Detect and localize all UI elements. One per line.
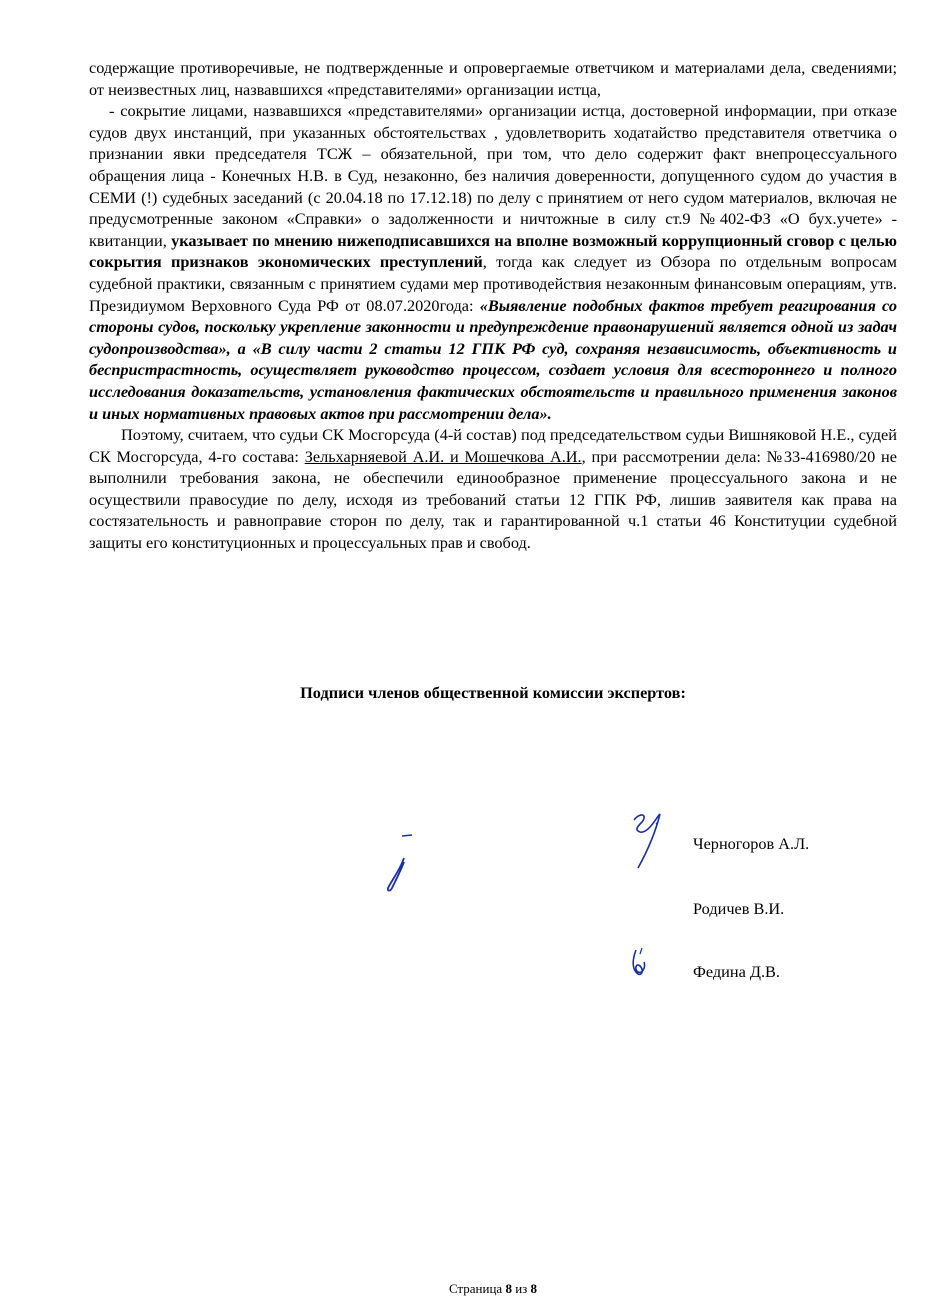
handwritten-signature-3 (626, 944, 656, 984)
text-run: Поэтому, считаем, что судьи СК Мосгорсуда (4-й состав) под председательством судьи Вишняковой Н.Е., судей СК Мосгорсуда, 4-го состава: (89, 425, 897, 466)
document-body (89, 57, 897, 554)
handwritten-signature-1 (378, 830, 418, 896)
page-footer (0, 1281, 930, 1297)
footer-middle: из (511, 1281, 531, 1296)
text-run: Зельхарняевой А.И. и Мошечкова А.И. (304, 446, 582, 466)
text-run: «Выявление подобных фактов требует реагирования со стороны судов, поскольку укрепление законности и предупреждение правонарушений является одной из задач судопроизводства», а «В силу части 2 статьи 12 ГПК РФ суд, сохраняя независимость, объективность и беспристрастность, осуществляет руководство процессом, создает условия для всестороннего и полного исследования доказательств, установления фактических обстоятельств и правильного применения законов и иных нормативных правовых актов при рассмотрении дела». (89, 295, 897, 423)
signer-name-3: Федина Д.В. (693, 962, 780, 981)
signer-name-1: Черногоров А.Л. (693, 834, 810, 853)
footer-prefix: Страница (448, 1281, 506, 1296)
text-run: , тогда как следует из Обзора по отдельным вопросам судебной практики, связанным с принятием судами мер противодействия незаконным финансовым операциям, утв. Президиумом Верховного Суда РФ от 08.07.2020года: (89, 252, 897, 315)
footer-page-number: 8 (505, 1281, 512, 1296)
text-run: указывает по мнению нижеподписавшихся на вполне возможный коррупционный сговор с целью сокрытия признаков экономических преступлений (89, 230, 898, 272)
paragraph-1 (89, 57, 897, 100)
paragraph-3 (89, 424, 897, 554)
paragraph-2 (89, 100, 897, 424)
text-run: - сокрытие лицами, назвавшихся «представителями» организации истца, достоверной информации, при отказе судов двух инстанций, при указанных обстоятельствах , удовлетворить ходатайство представителя ответчика о признании явки председателя ТСЖ – обязательной, при том, что дело содержит факт внепроцессуального обращения лица - Конечных Н.В. в Суд, незаконно, без наличия доверенности, допущенного судом до участия в СЕМИ (!) судебных заседаний (с 20.04.18 по 17.12.18) по делу с принятием от него судом материалов, включая не предусмотренные законом «Справки» о задолженности и ничтожные в силу ст.9 №402-ФЗ «О бух.учете» - квитанции, (89, 101, 897, 250)
signer-name-2: Родичев В.И. (693, 899, 785, 918)
signatures-title: Подписи членов общественной комиссии экспертов: (300, 683, 686, 702)
text-run: содержащие противоречивые, не подтвержденные и опровергаемые ответчиком и материалами дела, сведениями; от неизвестных лиц, назвавшихся «представителями» организации истца, (89, 58, 897, 99)
footer-page-total: 8 (530, 1281, 538, 1296)
text-run: , при рассмотрении дела: №33-416980/20 не выполнили требования закона, не обеспечили единообразное применение процессуального закона и не осуществили правосудие по делу, исходя из требований статьи 12 ГПК РФ, лишив заявителя как права на состязательность и равноправие сторон по делу, так и гарантированной ч.1 статьи 46 Конституции судебной защиты его конституционных и процессуальных прав и свобод. (89, 446, 897, 553)
handwritten-signature-2 (626, 806, 668, 876)
